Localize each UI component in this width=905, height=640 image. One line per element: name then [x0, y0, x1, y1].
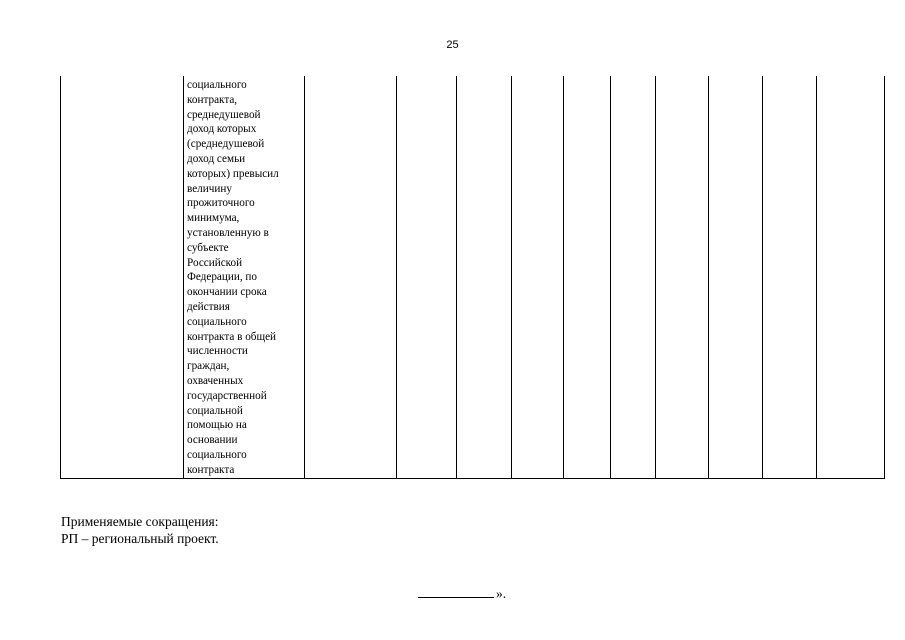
table-cell: [709, 76, 763, 478]
table-cell: [817, 76, 885, 478]
closing-line: [418, 585, 506, 602]
table-cell: [763, 76, 817, 478]
table-cell: [512, 76, 564, 478]
indicator-table-container: [60, 76, 884, 478]
table-cell: [457, 76, 512, 478]
table-cell-number: [61, 76, 184, 478]
table-cell: [611, 76, 656, 478]
table-cell: [656, 76, 709, 478]
indicator-name-text: социального контракта, среднедушевой доход которых (среднедушевой доход семьи которых) превысил величину прожиточного минимума, установленную в субъекте Российской Федерации, по окончании срока действия социального контракта в общей численности граждан, охваченных государственной социальной помощью на основании социального контракта: [187, 79, 279, 476]
table-cell: [564, 76, 611, 478]
abbreviation-item: РП – региональный проект.: [61, 531, 219, 546]
table-cell: [305, 76, 397, 478]
table-row: [61, 76, 885, 478]
closing-quote: ».: [496, 586, 507, 601]
table-cell-indicator: [184, 76, 305, 478]
abbreviations-heading: Применяемые сокращения:: [61, 514, 219, 529]
signature-blank-line: [418, 585, 494, 598]
abbreviations-block: [61, 513, 219, 547]
indicator-table: [60, 76, 885, 479]
page-number: 25: [446, 39, 459, 51]
table-cell: [397, 76, 457, 478]
